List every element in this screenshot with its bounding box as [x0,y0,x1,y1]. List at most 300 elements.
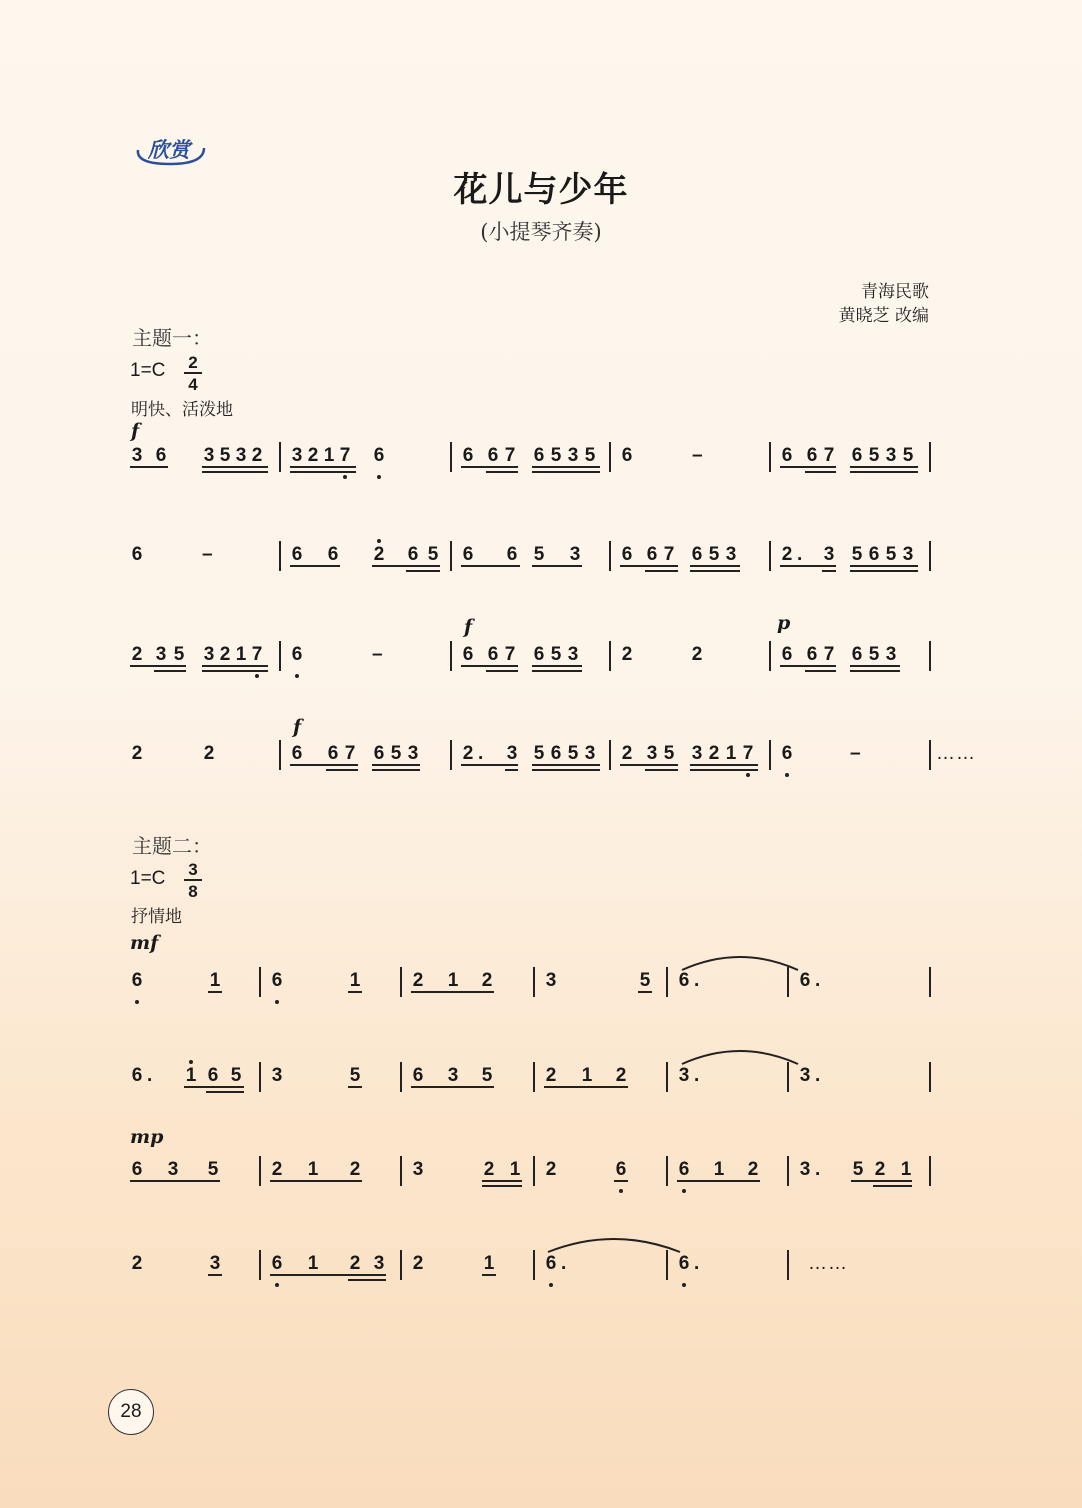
dynamic-mark: f [293,716,302,738]
note: 3 [885,644,897,665]
barline [279,740,281,770]
note: 6 [533,445,545,466]
note: 1 [307,1159,319,1180]
note: 7 [504,445,516,466]
note: 6 [131,970,143,991]
barline [929,641,931,671]
underline-beam [270,1274,386,1276]
note: 3 [799,1065,811,1086]
note: 7 [339,445,351,466]
note: 6 [291,644,303,665]
note: 6 [678,1253,690,1274]
underline-beam [290,764,358,766]
octave-dot-below [682,1189,686,1193]
barline [929,541,931,571]
note: 6 [851,445,863,466]
underline-beam [505,769,518,771]
note: 6 [487,445,499,466]
note: 7 [823,644,835,665]
credit-arranger: 黄晓芝 改编 [838,306,929,326]
octave-dot-below [377,475,381,479]
note: 1 [349,970,361,991]
augmentation-dot: . [694,1065,700,1086]
underline-beam [638,991,652,993]
underline-beam [348,1279,386,1281]
octave-dot-below [549,1283,553,1287]
underline-beam [372,565,440,567]
underline-beam [461,764,518,766]
sustain-dash: – [692,445,703,466]
note: 6 [806,644,818,665]
barline [259,967,261,997]
barline [533,1250,535,1280]
note: 6 [207,1065,219,1086]
note: 5 [567,743,579,764]
time-top: 3 [188,860,198,879]
octave-dot-below [746,773,750,777]
note: 1 [185,1065,197,1086]
theme-2-time-signature [184,860,202,902]
barline [787,1156,789,1186]
note: 3 [569,544,581,565]
theme-2-label: 主题二： [132,834,212,858]
note: 6 [412,1065,424,1086]
note: 5 [349,1065,361,1086]
note: 1 [235,644,247,665]
note: 2 [545,1065,557,1086]
underline-beam [482,1274,496,1276]
dynamic-mark: p [777,612,791,634]
note: 3 [203,445,215,466]
note: 3 [885,445,897,466]
underline-beam [206,1091,244,1093]
underline-beam [805,670,836,672]
note: 3 [373,1253,385,1274]
note: 2 [481,970,493,991]
note: 1 [509,1159,521,1180]
note: 6 [373,445,385,466]
note: 6 [291,544,303,565]
barline [929,740,931,770]
note: 6 [678,970,690,991]
note: 5 [868,445,880,466]
dynamic-mark: f [464,616,473,638]
augmentation-dot: . [478,743,484,764]
theme-1-time-signature [184,353,202,395]
octave-dot-below [343,475,347,479]
credit-origin: 青海民歌 [861,282,929,302]
underline-beam [532,471,600,473]
page-title: 花儿与少年 [453,170,629,210]
barline [450,442,452,472]
note: 1 [483,1253,495,1274]
note: 7 [251,644,263,665]
note: 3 [209,1253,221,1274]
note: 1 [713,1159,725,1180]
barline [279,641,281,671]
sustain-dash: – [850,743,861,764]
note: 6 [646,544,658,565]
barline [609,442,611,472]
barline [787,1250,789,1280]
note: 6 [545,1253,557,1274]
note: 6 [806,445,818,466]
theme-1-label: 主题一： [132,326,212,350]
theme-2-tempo: 抒情地 [131,907,182,927]
augmentation-dot: . [815,970,821,991]
octave-dot-below [682,1283,686,1287]
barline [450,541,452,571]
note: 6 [550,743,562,764]
note: 1 [209,970,221,991]
underline-beam [873,1185,912,1187]
barline [769,541,771,571]
sustain-dash: – [202,544,213,565]
note: 1 [900,1159,912,1180]
underline-beam [850,665,900,667]
note: 5 [390,743,402,764]
underline-beam [690,570,740,572]
note: 3 [902,544,914,565]
augmentation-dot: . [797,544,803,565]
barline [929,1062,931,1092]
theme-1-tempo: 明快、活泼地 [131,400,233,420]
barline [450,740,452,770]
note: 2 [131,1253,143,1274]
note: 6 [327,544,339,565]
underline-beam [850,670,900,672]
barline [533,967,535,997]
note: 2 [874,1159,886,1180]
underline-beam [130,1180,220,1182]
underline-beam [326,769,358,771]
note: 5 [639,970,651,991]
octave-dot-below [785,773,789,777]
underline-beam [850,471,918,473]
underline-beam [532,764,600,766]
augmentation-dot: . [694,1253,700,1274]
note: 7 [663,544,675,565]
note: 5 [902,445,914,466]
note: 6 [868,544,880,565]
note: 5 [533,743,545,764]
underline-beam [532,466,600,468]
underline-beam [208,991,222,993]
barline [929,1156,931,1186]
note: 3 [131,445,143,466]
note: 2 [621,743,633,764]
underline-beam [411,1086,494,1088]
note: 5 [852,1159,864,1180]
underline-beam [532,665,582,667]
badge-label: 欣赏 [148,137,190,162]
note: 6 [155,445,167,466]
note: 3 [545,970,557,991]
note: 3 [725,544,737,565]
note: 2 [545,1159,557,1180]
note: 3 [291,445,303,466]
octave-dot-below [275,1283,279,1287]
note: 7 [344,743,356,764]
note: 2 [615,1065,627,1086]
underline-beam [645,570,678,572]
barline [400,967,402,997]
underline-beam [184,1086,244,1088]
barline [400,1250,402,1280]
underline-beam [486,471,518,473]
note: 6 [462,644,474,665]
augmentation-dot: . [694,970,700,991]
note: 6 [373,743,385,764]
barline [259,1156,261,1186]
note: 1 [581,1065,593,1086]
underline-beam [348,991,362,993]
underline-beam [690,769,758,771]
note: 6 [615,1159,627,1180]
note: 5 [708,544,720,565]
note: 2 [349,1253,361,1274]
note: 6 [533,644,545,665]
dynamic-mark: mf [130,932,159,954]
underline-beam [130,466,168,468]
note: 7 [742,743,754,764]
note: 6 [621,445,633,466]
barline [666,1250,668,1280]
note: 6 [781,644,793,665]
barline [769,442,771,472]
note: 3 [506,743,518,764]
dynamic-mark: f [131,420,140,442]
slur-arc [680,1044,800,1066]
note: 3 [691,743,703,764]
theme-1-key: 1=C [130,360,166,381]
underline-beam [851,1180,912,1182]
time-top: 2 [188,353,198,372]
barline [666,967,668,997]
barline [609,541,611,571]
underline-beam [411,991,494,993]
note: 6 [407,544,419,565]
note: 7 [823,445,835,466]
underline-beam [780,665,836,667]
note: 3 [678,1065,690,1086]
barline [609,641,611,671]
note: 2 [131,644,143,665]
barline [533,1156,535,1186]
note: 2 [462,743,474,764]
note: 1 [725,743,737,764]
note: 6 [506,544,518,565]
slur-arc [680,950,800,972]
underline-beam [202,670,268,672]
note: 6 [851,644,863,665]
theme-2-key: 1=C [130,868,166,889]
note: 2 [781,544,793,565]
note: 5 [173,644,185,665]
page-subtitle: (小提琴齐奏) [480,220,602,244]
note: 5 [550,644,562,665]
slur-arc [546,1232,682,1254]
note: 2 [219,644,231,665]
underline-beam [780,466,836,468]
underline-beam [348,1086,362,1088]
time-bottom: 8 [188,882,198,901]
note: 2 [412,1253,424,1274]
underline-beam [690,764,758,766]
sustain-dash: – [372,644,383,665]
barline [400,1062,402,1092]
underline-beam [130,665,186,667]
note: 3 [167,1159,179,1180]
underline-beam [645,769,678,771]
note: 6 [327,743,339,764]
note: 5 [885,544,897,565]
barline [929,442,931,472]
note: 6 [131,1065,143,1086]
underline-beam [532,769,600,771]
note: 5 [584,445,596,466]
augmentation-dot: . [561,1253,567,1274]
barline [769,740,771,770]
underline-beam [614,1180,628,1182]
note: 5 [230,1065,242,1086]
augmentation-dot: . [815,1159,821,1180]
barline [450,641,452,671]
barline [533,1062,535,1092]
note: 6 [781,445,793,466]
note: 2 [691,644,703,665]
note: 6 [291,743,303,764]
underline-beam [620,565,678,567]
note: 3 [567,445,579,466]
note: 6 [799,970,811,991]
underline-beam [154,670,186,672]
note: 6 [781,743,793,764]
note: 3 [799,1159,811,1180]
underline-beam [805,471,836,473]
note: 6 [462,445,474,466]
note: 1 [307,1253,319,1274]
note: 5 [207,1159,219,1180]
octave-dot-below [295,674,299,678]
barline [259,1062,261,1092]
note: 2 [203,743,215,764]
barline [666,1156,668,1186]
note: 3 [567,644,579,665]
barline [929,967,931,997]
underline-beam [461,565,520,567]
note: 1 [447,970,459,991]
note: 5 [427,544,439,565]
underline-beam [270,1180,362,1182]
note: 6 [691,544,703,565]
octave-dot-above [377,539,381,543]
barline [787,1062,789,1092]
underline-beam [822,570,836,572]
octave-dot-below [275,1000,279,1004]
note: 3 [646,743,658,764]
octave-dot-below [255,674,259,678]
underline-beam [202,471,268,473]
barline [400,1156,402,1186]
note: 3 [203,644,215,665]
note: 2 [131,743,143,764]
augmentation-dot: . [147,1065,153,1086]
dynamic-mark: mp [130,1126,164,1148]
note: 5 [533,544,545,565]
note: 2 [708,743,720,764]
note: 5 [481,1065,493,1086]
note: 6 [271,1253,283,1274]
note: 6 [131,544,143,565]
underline-beam [544,1086,628,1088]
note: 5 [851,544,863,565]
page-number: 28 [108,1389,154,1435]
underline-beam [202,665,268,667]
note: 3 [447,1065,459,1086]
continuation-ellipsis: …… [808,1253,848,1274]
underline-beam [208,1274,222,1276]
underline-beam [406,570,440,572]
note: 2 [349,1159,361,1180]
note: 2 [373,544,385,565]
note: 3 [584,743,596,764]
octave-dot-below [135,1000,139,1004]
underline-beam [461,466,518,468]
note: 6 [462,544,474,565]
note: 5 [550,445,562,466]
note: 3 [155,644,167,665]
note: 6 [678,1159,690,1180]
underline-beam [850,565,918,567]
underline-beam [482,1185,522,1187]
underline-beam [620,764,678,766]
underline-beam [677,1180,760,1182]
note: 2 [271,1159,283,1180]
underline-beam [850,570,918,572]
barline [279,442,281,472]
underline-beam [532,565,582,567]
barline [769,641,771,671]
underline-beam [290,466,356,468]
note: 6 [271,970,283,991]
underline-beam [461,665,518,667]
note: 3 [235,445,247,466]
note: 3 [412,1159,424,1180]
underline-beam [850,466,918,468]
underline-beam [486,670,518,672]
barline [259,1250,261,1280]
barline [609,740,611,770]
underline-beam [532,670,582,672]
underline-beam [780,565,836,567]
note: 2 [412,970,424,991]
underline-beam [202,466,268,468]
underline-beam [482,1180,522,1182]
barline [666,1062,668,1092]
note: 3 [271,1065,283,1086]
note: 5 [868,644,880,665]
note: 6 [487,644,499,665]
note: 3 [407,743,419,764]
note: 6 [131,1159,143,1180]
note: 5 [219,445,231,466]
note: 1 [323,445,335,466]
octave-dot-above [189,1060,193,1064]
underline-beam [372,769,420,771]
note: 2 [307,445,319,466]
underline-beam [290,471,356,473]
